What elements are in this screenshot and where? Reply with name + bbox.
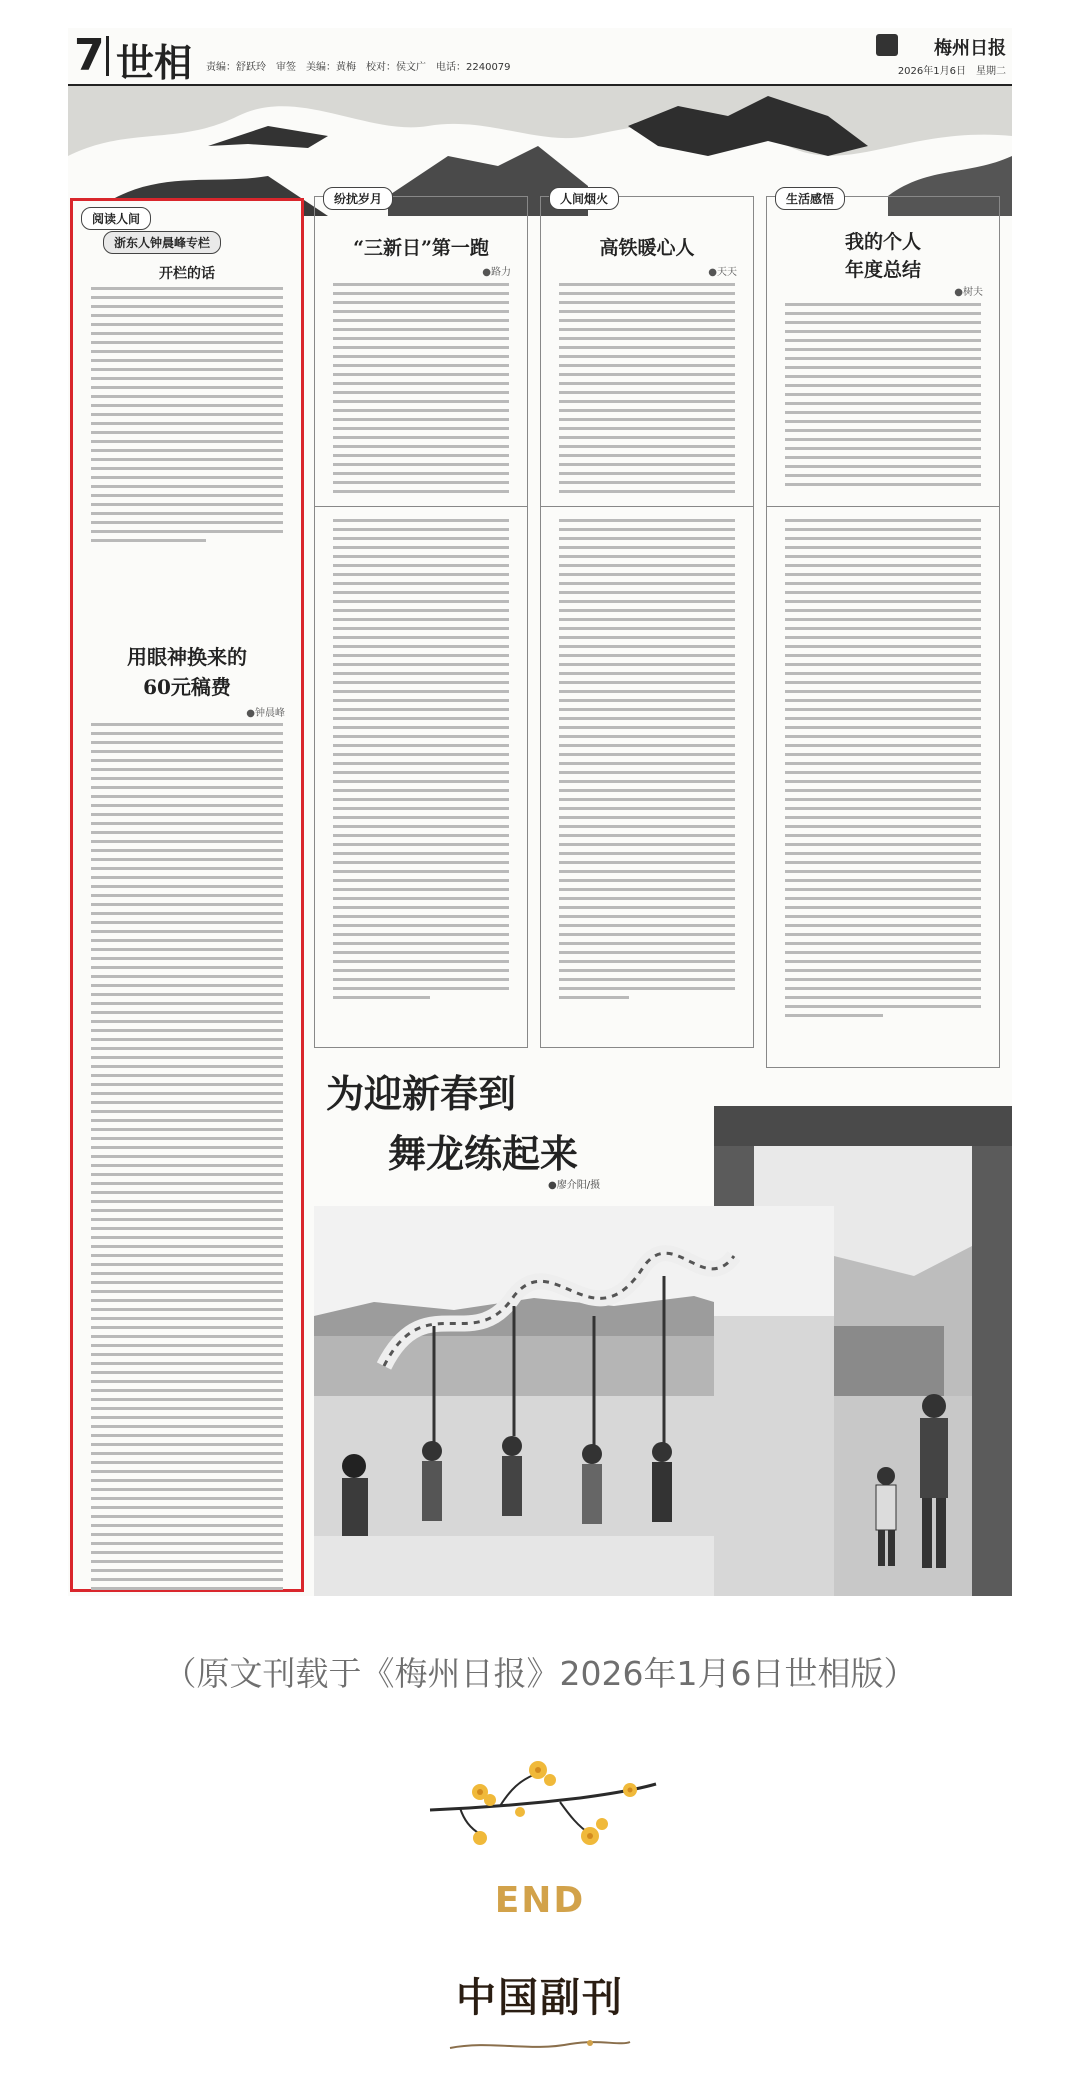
article-headline: “三新日”第一跑 bbox=[353, 237, 489, 259]
article-headline-line2: 年度总结 bbox=[844, 259, 921, 281]
source-caption: （原文刊载于《梅州日报》2026年1月6日世相版） bbox=[163, 1654, 917, 1693]
plum-blossom-branch-icon bbox=[420, 1750, 660, 1860]
column-article-2-continued bbox=[314, 506, 528, 1048]
column-tag: 生活感悟 bbox=[775, 187, 845, 210]
article-headline: 高铁暖心人 bbox=[599, 237, 695, 259]
article-headline-line1: 我的个人 bbox=[844, 231, 921, 253]
column-tag-main: 浙东人钟晨峰专栏 bbox=[103, 231, 221, 254]
page-number: 7 bbox=[74, 30, 105, 81]
article-text-lines bbox=[559, 519, 735, 1005]
article-byline: ●钟晨峰 bbox=[246, 708, 285, 719]
article-text-lines bbox=[785, 303, 981, 492]
column-article-2 bbox=[314, 192, 528, 508]
column-tag: 人间烟火 bbox=[549, 187, 619, 210]
editor-credits: 责编：舒跃玲 审签 美编：黄梅 校对：侯文广 电话：2240079 bbox=[206, 62, 511, 73]
article-text-lines bbox=[785, 519, 981, 1023]
photo-byline: ●廖介阳/摄 bbox=[548, 1180, 601, 1191]
article-headline-line2: 60元稿费 bbox=[143, 675, 231, 699]
column-article-3-continued bbox=[540, 506, 754, 1048]
intro-text-lines bbox=[91, 287, 283, 548]
column-article-4 bbox=[766, 192, 1000, 508]
article-text-lines bbox=[91, 723, 283, 1596]
article-byline: ●天天 bbox=[708, 267, 737, 278]
article-text-lines bbox=[333, 283, 509, 499]
brand-name: 中国副刊 bbox=[456, 1975, 624, 2021]
newspaper-page bbox=[68, 28, 1012, 1596]
article-byline: ●路力 bbox=[482, 267, 511, 278]
end-label: END bbox=[494, 1880, 586, 1921]
column-tag-top: 阅读人间 bbox=[81, 207, 151, 230]
article-headline-line1: 用眼神换来的 bbox=[127, 645, 247, 669]
section-title: 世相 bbox=[116, 41, 193, 85]
photo-story-title-line1: 为迎新春到 bbox=[326, 1071, 517, 1116]
column-article-4-continued bbox=[766, 506, 1000, 1068]
article-byline: ●树夫 bbox=[954, 287, 983, 298]
photo-dragon-dance bbox=[314, 1206, 834, 1596]
intro-title: 开栏的话 bbox=[159, 266, 215, 282]
newspaper-name: 梅州日报 bbox=[934, 38, 1006, 59]
brand-underline-decoration bbox=[440, 2036, 640, 2056]
article-text-lines bbox=[333, 519, 509, 1005]
newspaper-logo-icon bbox=[876, 34, 898, 56]
masthead-divider bbox=[106, 36, 109, 76]
article-text-lines bbox=[559, 283, 735, 499]
column-article-3 bbox=[540, 192, 754, 508]
column-tag: 纷扰岁月 bbox=[323, 187, 393, 210]
photo-story-title-line2: 舞龙练起来 bbox=[388, 1131, 579, 1176]
masthead-bar bbox=[68, 28, 1012, 86]
column-special-feature bbox=[70, 198, 304, 1592]
issue-date: 2026年1月6日 星期二 bbox=[897, 66, 1006, 77]
